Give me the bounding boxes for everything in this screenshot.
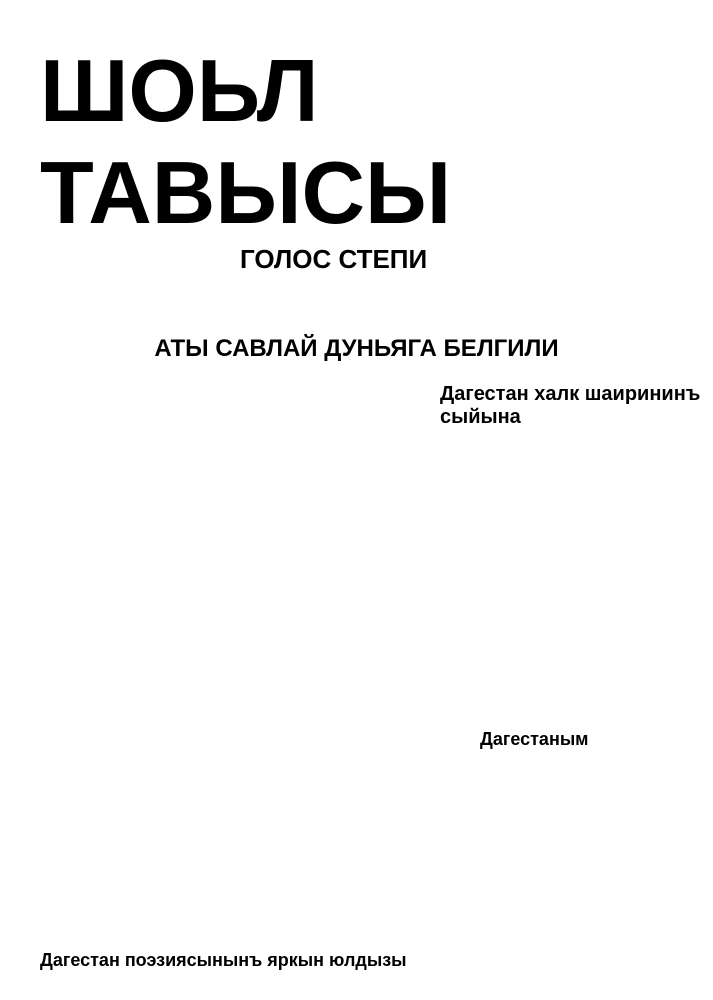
side-headline: Дагестан халк шаирининъ сыйына — [440, 383, 701, 428]
main-headline: АТЫ САВЛАЙ ДУНЬЯГА БЕЛГИЛИ — [154, 335, 559, 362]
masthead-subtitle: ГОЛОС СТЕПИ — [240, 244, 428, 274]
bottom-headline: Дагестан поэзиясынынъ яркын юлдызы — [40, 950, 407, 970]
masthead-title: ШОЬЛ ТАВЫСЫ — [40, 41, 452, 242]
poem-title: Дагестаным — [480, 729, 589, 749]
